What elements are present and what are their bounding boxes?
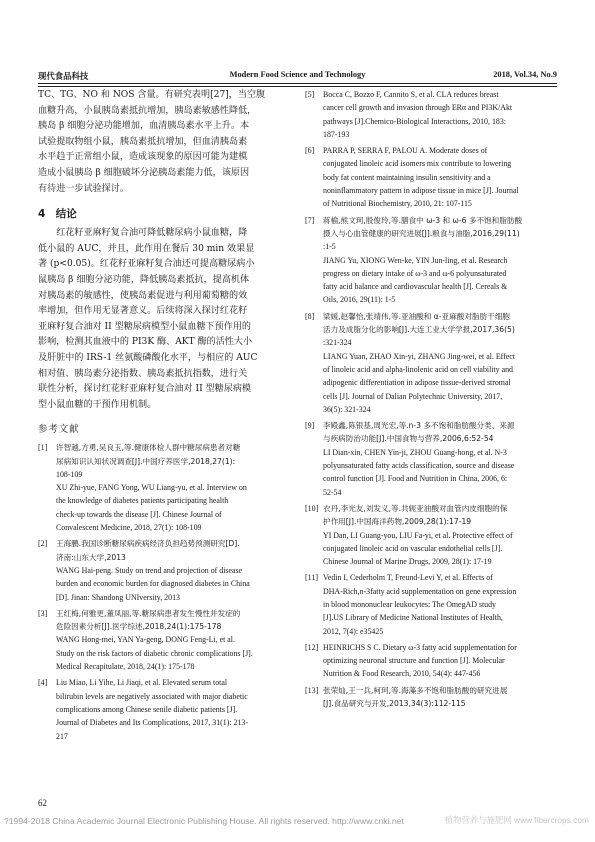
reference-line: 济南:山东大学,2013 <box>56 552 126 562</box>
footer <box>4 816 591 826</box>
text-line: 血糖升高，小鼠胰岛素抵抗增加，胰岛素敏感性降低， <box>38 105 257 116</box>
reference-item <box>38 607 290 673</box>
reference-line: 2012, 7(4): e35425 <box>323 626 384 636</box>
reference-line: HEINRICHS S C. Dietary ω-3 fatty acid supplementation for <box>323 642 517 652</box>
text-line: 联性分析，探讨红花籽亚麻籽复合油对 II 型糖尿病模 <box>38 384 252 395</box>
reference-line: Journal of Diabetes and Its Complications, 2017, 31(1): 213- <box>56 718 248 728</box>
text-line: 及肝脏中的 IRS-1 丝氨酸磷酸化水平，与相应的 AUC <box>38 352 258 363</box>
text-line: 著 (p<0.05)。红花籽亚麻籽复合油还可提高糖尿病小 <box>38 259 255 270</box>
volume-issue: 2018, Vol.34, No.9 <box>493 70 557 79</box>
intro-paragraph <box>38 88 290 197</box>
reference-item <box>305 310 557 416</box>
text-line: 试验提取物组小鼠，胰岛素抵抗增加，但血清胰岛素 <box>38 136 248 147</box>
reference-line: 108-109 <box>56 469 83 479</box>
text-line: TC、TG、NO 和 NOS 含量。有研究表明[27]，当空腹 <box>38 90 266 100</box>
text-line: 低小鼠的 AUC，并且，此作用在餐后 30 min 效果显 <box>38 243 255 254</box>
reference-line: Convalescent Medicine, 2018, 27(1): 108-109 <box>56 523 202 533</box>
text-line: 亚麻籽复合油对 II 型糖尿病模型小鼠血糖下预作用的 <box>38 321 252 332</box>
reference-line: 许智越,方勇,吴良玉,等.健康体检人群中糖尿病患者对糖 <box>56 443 241 453</box>
reference-line: :1-5 <box>323 242 336 252</box>
reference-line: 187-193 <box>323 129 350 139</box>
reference-number: [9] <box>305 421 315 431</box>
reference-line: DHA-Rich,n-3fatty acid supplementation on gene expression <box>323 586 517 596</box>
text-line: 对胰岛素的敏感性，使胰岛素促进与利用葡萄糖的效 <box>38 290 248 301</box>
reference-line: 36(5): 321-324 <box>323 404 371 414</box>
reference-list-right <box>305 88 557 710</box>
reference-line: 王海鹏.我国诊断糖尿病疾病经济负担趋势预测研究[D]. <box>56 539 240 549</box>
reference-line: 217 <box>56 731 68 741</box>
reference-line: bilirubin levels are negatively associated with major diabetic <box>56 691 248 701</box>
reference-line: progress on dietary intake of ω-3 and ω-6 polyunsaturated <box>323 268 507 278</box>
reference-line: XU Zhi-yue, FANG Yong, WU Liang-yu, et al. Interview on <box>56 483 247 493</box>
reference-item <box>305 502 557 568</box>
reference-line: optimizing neuronal structure and function [J]. Molecular <box>323 656 505 666</box>
reference-item <box>305 641 557 681</box>
reference-number: [8] <box>305 311 315 321</box>
copyright-text: ?1994-2018 China Academic Journal Electronic Publishing House. All rights reserved. http://www.cnki.net <box>4 816 404 826</box>
reference-line: [J].食品研究与开发,2013,34(3):112-115 <box>323 699 466 709</box>
reference-line: 摄入与心血管健康的研究进展[J].粮食与油脂,2016,29(11) <box>323 228 520 238</box>
text-line: 造成小鼠胰岛 β 细胞破坏分泌胰岛素能力低，该原因 <box>38 167 250 178</box>
reference-line: burden and economic burden for diagnosed diabetes in China <box>56 579 250 589</box>
reference-line: polyunsaturated fatty acids classification, source and disease <box>323 461 515 471</box>
reference-line: WANG Hai-peng. Study on trend and projection of disease <box>56 565 243 575</box>
reference-item <box>305 571 557 637</box>
reference-line: Chinese Journal of Marine Drugs, 2009, 28(1): 17-19 <box>323 557 492 567</box>
reference-line: control function [J]. Food and Nutrition in China, 2006, 6: <box>323 474 508 484</box>
reference-number: [3] <box>38 608 48 618</box>
reference-line: 与疾病防治功能[J].中国食物与营养,2006,6:52-54 <box>323 434 494 444</box>
reference-line: WANG Hong-mei, YAN Ya-geng, DONG Feng-Li, et al. <box>56 635 235 645</box>
reference-line: Nutrition & Food Research, 2010, 54(4): 447-456 <box>323 669 481 679</box>
text-line: 水平趋于正常组小鼠，造成该现象的原因可能为建模 <box>38 152 248 163</box>
reference-item <box>305 214 557 307</box>
reference-number: [6] <box>305 146 315 156</box>
reference-line: 危险因素分析[J].医学综述,2018,24(1):175-178 <box>56 622 222 632</box>
reference-item <box>305 419 557 499</box>
reference-line: 张荣灿,王一兵,柯珂,等.海藻多不饱和脂肪酸的研究进展 <box>323 685 508 695</box>
reference-line: 王红梅,何雅更,董凤丽,等.糖尿病患者发生慢性并发症的 <box>56 608 241 618</box>
reference-line: Study on the risk factors of diabetic chronic complications [J]. <box>56 648 253 658</box>
reference-number: [7] <box>305 215 315 225</box>
reference-line: LI Dian-xin, CHEN Yin-ji, ZHOU Guang-hong, et al. N-3 <box>323 447 507 457</box>
journal-name-en: Modern Food Science and Technology <box>229 70 366 79</box>
reference-line: conjugated linoleic acid isomers mix contribute to lowering <box>323 159 512 169</box>
reference-line: 52-54 <box>323 487 342 497</box>
reference-line: cells [J]. Journal of Dalian Polytechnic University, 2017, <box>323 391 503 401</box>
reference-number: [4] <box>38 678 48 688</box>
reference-line: LIANG Yuan, ZHAO Xin-yi, ZHANG Jing-wei, et al. Effect <box>323 351 515 361</box>
reference-number: [2] <box>38 539 48 549</box>
reference-line: 蒋榆,熊文珂,殷俊玲,等.膳食中 ω-3 和 ω-6 多不饱和脂肪酸 <box>323 215 523 225</box>
reference-line: complications among Chinese senile diabetic patients [J]. <box>56 704 238 714</box>
reference-line: [D]. Jinan: Shandong UNIversity, 2013 <box>56 592 180 602</box>
reference-line: Liu Miao, Li Yihe, Li Jiaqi, et al. Elevated serum total <box>56 678 228 688</box>
reference-number: [10] <box>305 503 319 513</box>
reference-number: [1] <box>38 443 48 453</box>
watermark-text: 植物营养与施肥网 www.fibercrops.com <box>444 815 589 825</box>
reference-item <box>38 676 290 742</box>
page-number: 62 <box>38 798 47 808</box>
reference-item <box>305 144 557 210</box>
header-rule <box>38 83 557 87</box>
reference-line: Oils, 2016, 29(11): 1-5 <box>323 295 396 305</box>
section-title-conclusion: 4 结论 <box>38 208 77 221</box>
reference-line: [J].US Library of Medicine National Institutes of Health, <box>323 613 503 623</box>
reference-item <box>305 684 557 711</box>
reference-line: :321-324 <box>323 338 352 348</box>
reference-list-left <box>38 441 290 743</box>
reference-item <box>38 537 290 603</box>
text-line: 胰岛 β 细胞分泌功能增加，血清胰岛素水平上升。本 <box>38 121 250 132</box>
reference-line: conjugated linoleic acid on vascular endothelial cells [J]. <box>323 543 503 553</box>
text-line: 相对值、胰岛素分泌指数、胰岛素抵抗指数，进行关 <box>38 368 248 379</box>
running-header <box>38 70 557 82</box>
right-column <box>305 88 557 713</box>
reference-line: body fat content maintaining insulin sensitivity and a <box>323 172 491 182</box>
reference-line: of linoleic acid and alpha-linolenic acid on cell viability and <box>323 364 513 374</box>
reference-number: [13] <box>305 685 319 695</box>
reference-line: in blood mononuclear leukocytes: The OmegAD study <box>323 599 496 609</box>
text-line: 鼠胰岛 β 细胞分泌功能，降低胰岛素抵抗，提高机体 <box>38 274 250 285</box>
journal-name-cn: 现代食品科技 <box>38 72 89 81</box>
text-line: 有待进一步试验探讨。 <box>38 183 129 194</box>
reference-line: 护作用[J].中国海洋药物,2009,28(1):17-19 <box>323 517 472 527</box>
reference-line: Medical Recapitulate, 2018, 24(1): 175-178 <box>56 662 195 672</box>
reference-line: the knowledge of diabetes patients participating health <box>56 496 229 506</box>
reference-line: 李殿鑫,陈银基,周光宏,等.n-3 多不饱和脂肪酸分类、来源 <box>323 421 515 431</box>
reference-line: adipogenic differentiation in adipose tissue-derived stromal <box>323 378 511 388</box>
reference-line: of Nutritional Biochemistry, 2010, 21: 107-115 <box>323 199 472 209</box>
reference-line: 衣丹,李光友,刘发义,等.共轭亚油酸对血管内皮细胞的保 <box>323 503 508 513</box>
conclusion-paragraph <box>38 226 290 413</box>
reference-line: 活力及成脂分化的影响[J].大连工业大学学报,2017,36(5) <box>323 325 515 335</box>
reference-line: Vedin I, Cederholm T, Freund-Levi Y, et al. Effects of <box>323 573 493 583</box>
reference-line: PARRA P, SERRA F, PALOU A. Moderate doses of <box>323 146 488 156</box>
reference-line: pathways [J].Chemico-Biological Interactions, 2010, 183: <box>323 116 506 126</box>
text-line: 型小鼠血糖的干预作用机制。 <box>38 399 157 410</box>
reference-line: YI Dan, LI Guang-you, LIU Fa-yi, et al. Protective effect of <box>323 530 513 540</box>
text-line: 红花籽亚麻籽复合油可降低糖尿病小鼠血糖，降 <box>56 228 248 239</box>
reference-item <box>38 441 290 534</box>
reference-line: 尿病知识认知状况调查[J].中国疗养医学,2018,27(1): <box>56 456 236 466</box>
text-line: 影响，检测其血液中的 PI3K 酶、AKT 酶的活性大小 <box>38 337 253 348</box>
text-line: 率增加，但作用无显著意义。后续将深入探讨红花籽 <box>38 306 248 317</box>
reference-item <box>305 88 557 141</box>
left-column <box>38 88 290 746</box>
reference-number: [12] <box>305 642 319 652</box>
reference-line: noninflammatory pattern in adipose tissue in mice [J]. Journal <box>323 186 519 196</box>
reference-line: cancer cell growth and invasion through ERα and PI3K/Akt <box>323 103 513 113</box>
reference-line: 梁媛,赵馨怡,张靖伟,等.亚油酸和 α-亚麻酸对脂肪干细胞 <box>323 311 510 321</box>
reference-line: fatty acid balance and cardiovascular health [J]. Cereals & <box>323 282 508 292</box>
reference-line: JIANG Yu, XIONG Wen-ke, YIN Jun-ling, et al. Research <box>323 255 508 265</box>
reference-number: [11] <box>305 573 319 583</box>
reference-line: check-up towards the disease [J]. Chinese Journal of <box>56 509 222 519</box>
references-title: 参考文献 <box>38 424 80 436</box>
reference-line: Bocca C, Bozzo F, Cannito S, et al. CLA reduces breast <box>323 90 499 99</box>
reference-number: [5] <box>305 90 315 99</box>
